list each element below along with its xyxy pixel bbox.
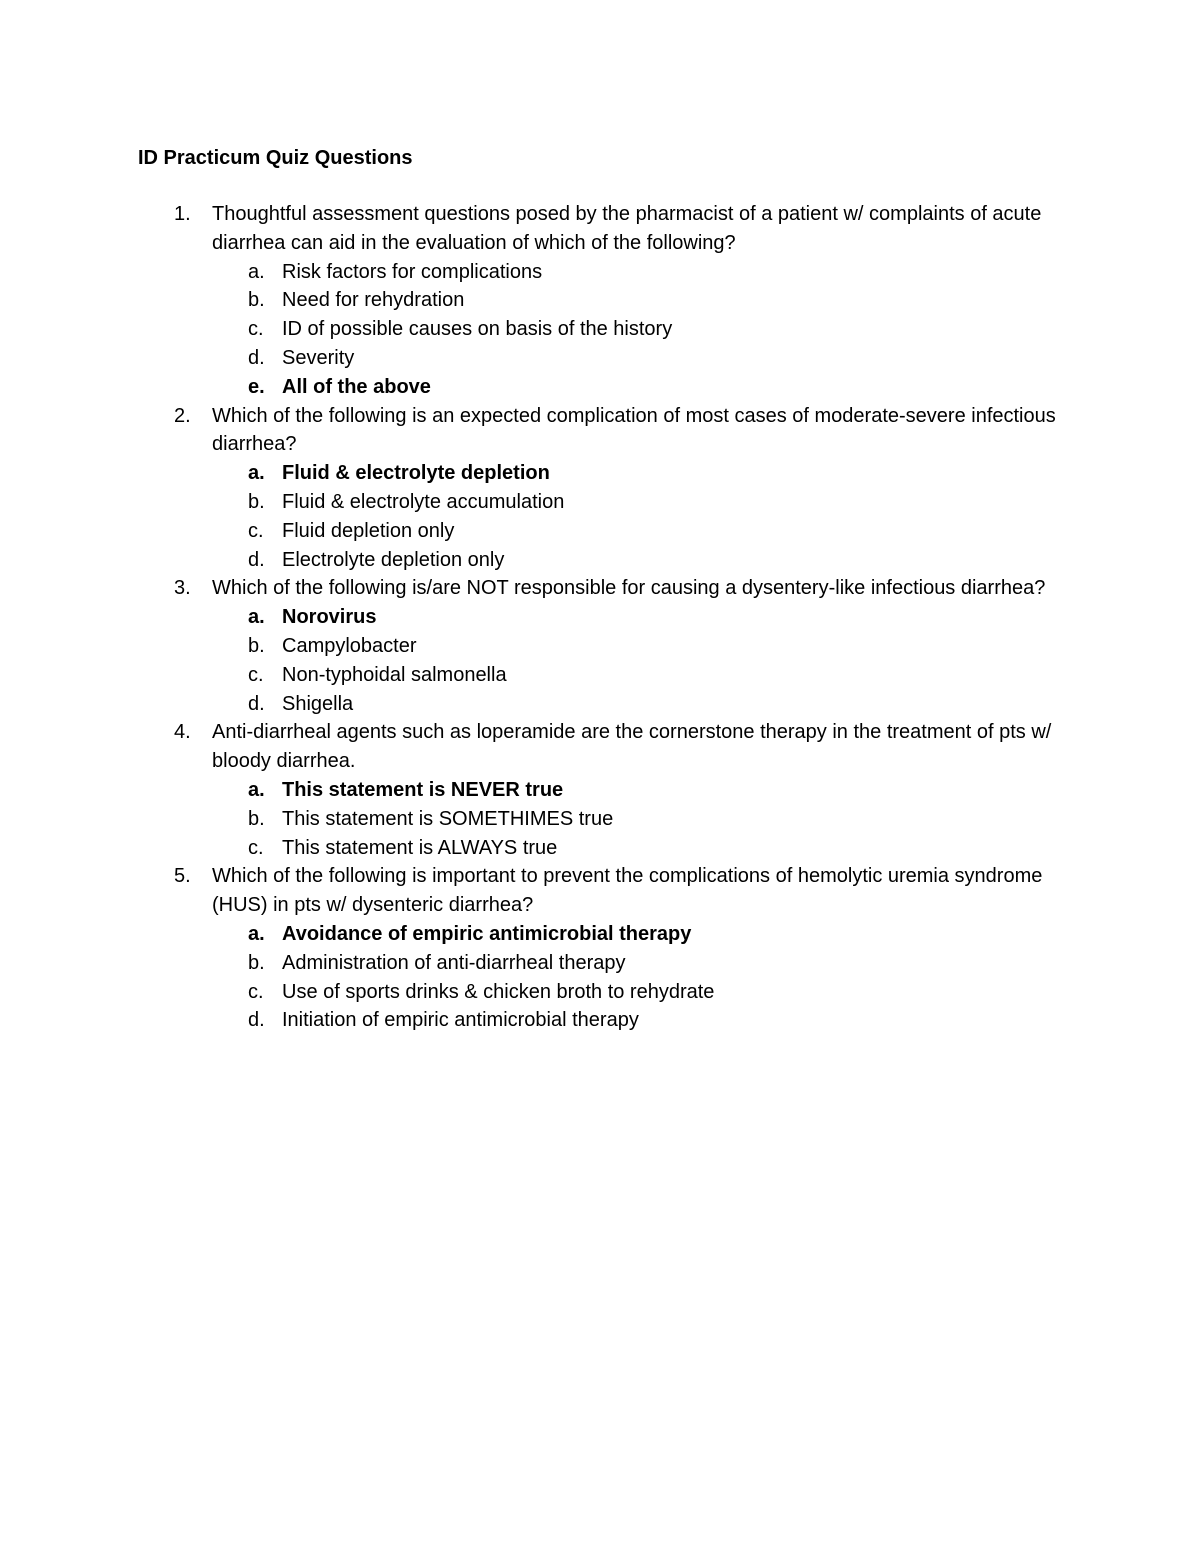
option-letter: a.	[248, 778, 265, 801]
option-letter: d.	[248, 1009, 265, 1032]
answer-option	[0, 661, 1200, 690]
question-text: Which of the following is important to prevent the complications of hemolytic uremia syndrome (HUS) in pts w/ dysenteric diarrhea?	[212, 865, 1043, 917]
question-text: Anti-diarrheal agents such as loperamide are the cornerstone therapy in the treatment of pts w/ bloody diarrhea.	[212, 721, 1052, 773]
answer-option	[0, 834, 1200, 863]
question-item	[0, 862, 1200, 1035]
answer-option	[0, 459, 1200, 488]
question-item	[0, 402, 1200, 575]
question-number: 1.	[174, 203, 191, 225]
option-text: Electrolyte depletion only	[282, 548, 505, 571]
answer-option	[0, 488, 1200, 517]
option-text: Avoidance of empiric antimicrobial therapy	[282, 922, 692, 945]
option-text: Use of sports drinks & chicken broth to rehydrate	[282, 980, 715, 1003]
question-number: 4.	[174, 721, 191, 744]
option-text: Initiation of empiric antimicrobial therapy	[282, 1009, 639, 1032]
option-text: This statement is SOMETHIMES true	[282, 807, 614, 830]
option-text: Fluid & electrolyte accumulation	[282, 490, 565, 513]
option-letter: e.	[248, 375, 265, 398]
answer-option	[0, 517, 1200, 546]
answer-option	[0, 258, 1200, 287]
option-letter: c.	[248, 663, 264, 686]
option-text: Shigella	[282, 692, 354, 715]
option-letter: a.	[248, 260, 265, 283]
question-text: Thoughtful assessment questions posed by the pharmacist of a patient w/ complaints of acute diarrhea can aid in the evaluation of which of the following?	[212, 203, 1042, 254]
option-text: ID of possible causes on basis of the history	[282, 318, 673, 341]
question-text: Which of the following is an expected complication of most cases of moderate-severe infectious diarrhea?	[212, 404, 1056, 456]
answer-option	[0, 920, 1200, 949]
option-text: This statement is ALWAYS true	[282, 836, 558, 859]
option-letter: b.	[248, 490, 265, 513]
option-letter: b.	[248, 634, 265, 657]
answer-option	[0, 373, 1200, 402]
option-letter: a.	[248, 922, 265, 945]
option-letter: c.	[248, 980, 264, 1003]
question-item	[0, 200, 1200, 402]
question-item	[0, 574, 1200, 718]
option-text: Campylobacter	[282, 634, 417, 657]
option-letter: d.	[248, 692, 265, 715]
option-text: This statement is NEVER true	[282, 778, 564, 801]
answer-option	[0, 315, 1200, 344]
option-text: Fluid depletion only	[282, 519, 455, 542]
option-letter: a.	[248, 462, 265, 485]
document-title: ID Practicum Quiz Questions	[138, 147, 413, 169]
answer-option	[0, 632, 1200, 661]
option-letter: b.	[248, 807, 265, 830]
option-text: Severity	[282, 346, 355, 369]
option-letter: c.	[248, 519, 264, 542]
option-text: Fluid & electrolyte depletion	[282, 462, 550, 485]
option-text: Administration of anti-diarrheal therapy	[282, 951, 626, 974]
question-list	[0, 200, 1200, 1035]
answer-option	[0, 805, 1200, 834]
answer-option	[0, 286, 1200, 315]
option-letter: d.	[248, 346, 265, 369]
option-text: Norovirus	[282, 606, 377, 629]
option-text: Risk factors for complications	[282, 260, 543, 283]
option-letter: a.	[248, 606, 265, 629]
answer-option	[0, 949, 1200, 978]
option-letter: b.	[248, 289, 265, 312]
answer-option	[0, 776, 1200, 805]
answer-option	[0, 1006, 1200, 1035]
question-number: 5.	[174, 865, 191, 888]
option-letter: c.	[248, 836, 264, 859]
answer-option	[0, 690, 1200, 719]
option-text: All of the above	[282, 375, 431, 398]
question-item	[0, 718, 1200, 862]
option-letter: d.	[248, 548, 265, 571]
question-number: 3.	[174, 577, 191, 600]
question-number: 2.	[174, 404, 191, 427]
option-text: Need for rehydration	[282, 289, 465, 312]
question-text: Which of the following is/are NOT responsible for causing a dysentery-like infectious diarrhea?	[212, 577, 1046, 600]
option-text: Non-typhoidal salmonella	[282, 663, 507, 686]
answer-option	[0, 546, 1200, 575]
answer-option	[0, 603, 1200, 632]
answer-option	[0, 978, 1200, 1007]
option-letter: c.	[248, 318, 264, 341]
option-letter: b.	[248, 951, 265, 974]
answer-option	[0, 344, 1200, 373]
